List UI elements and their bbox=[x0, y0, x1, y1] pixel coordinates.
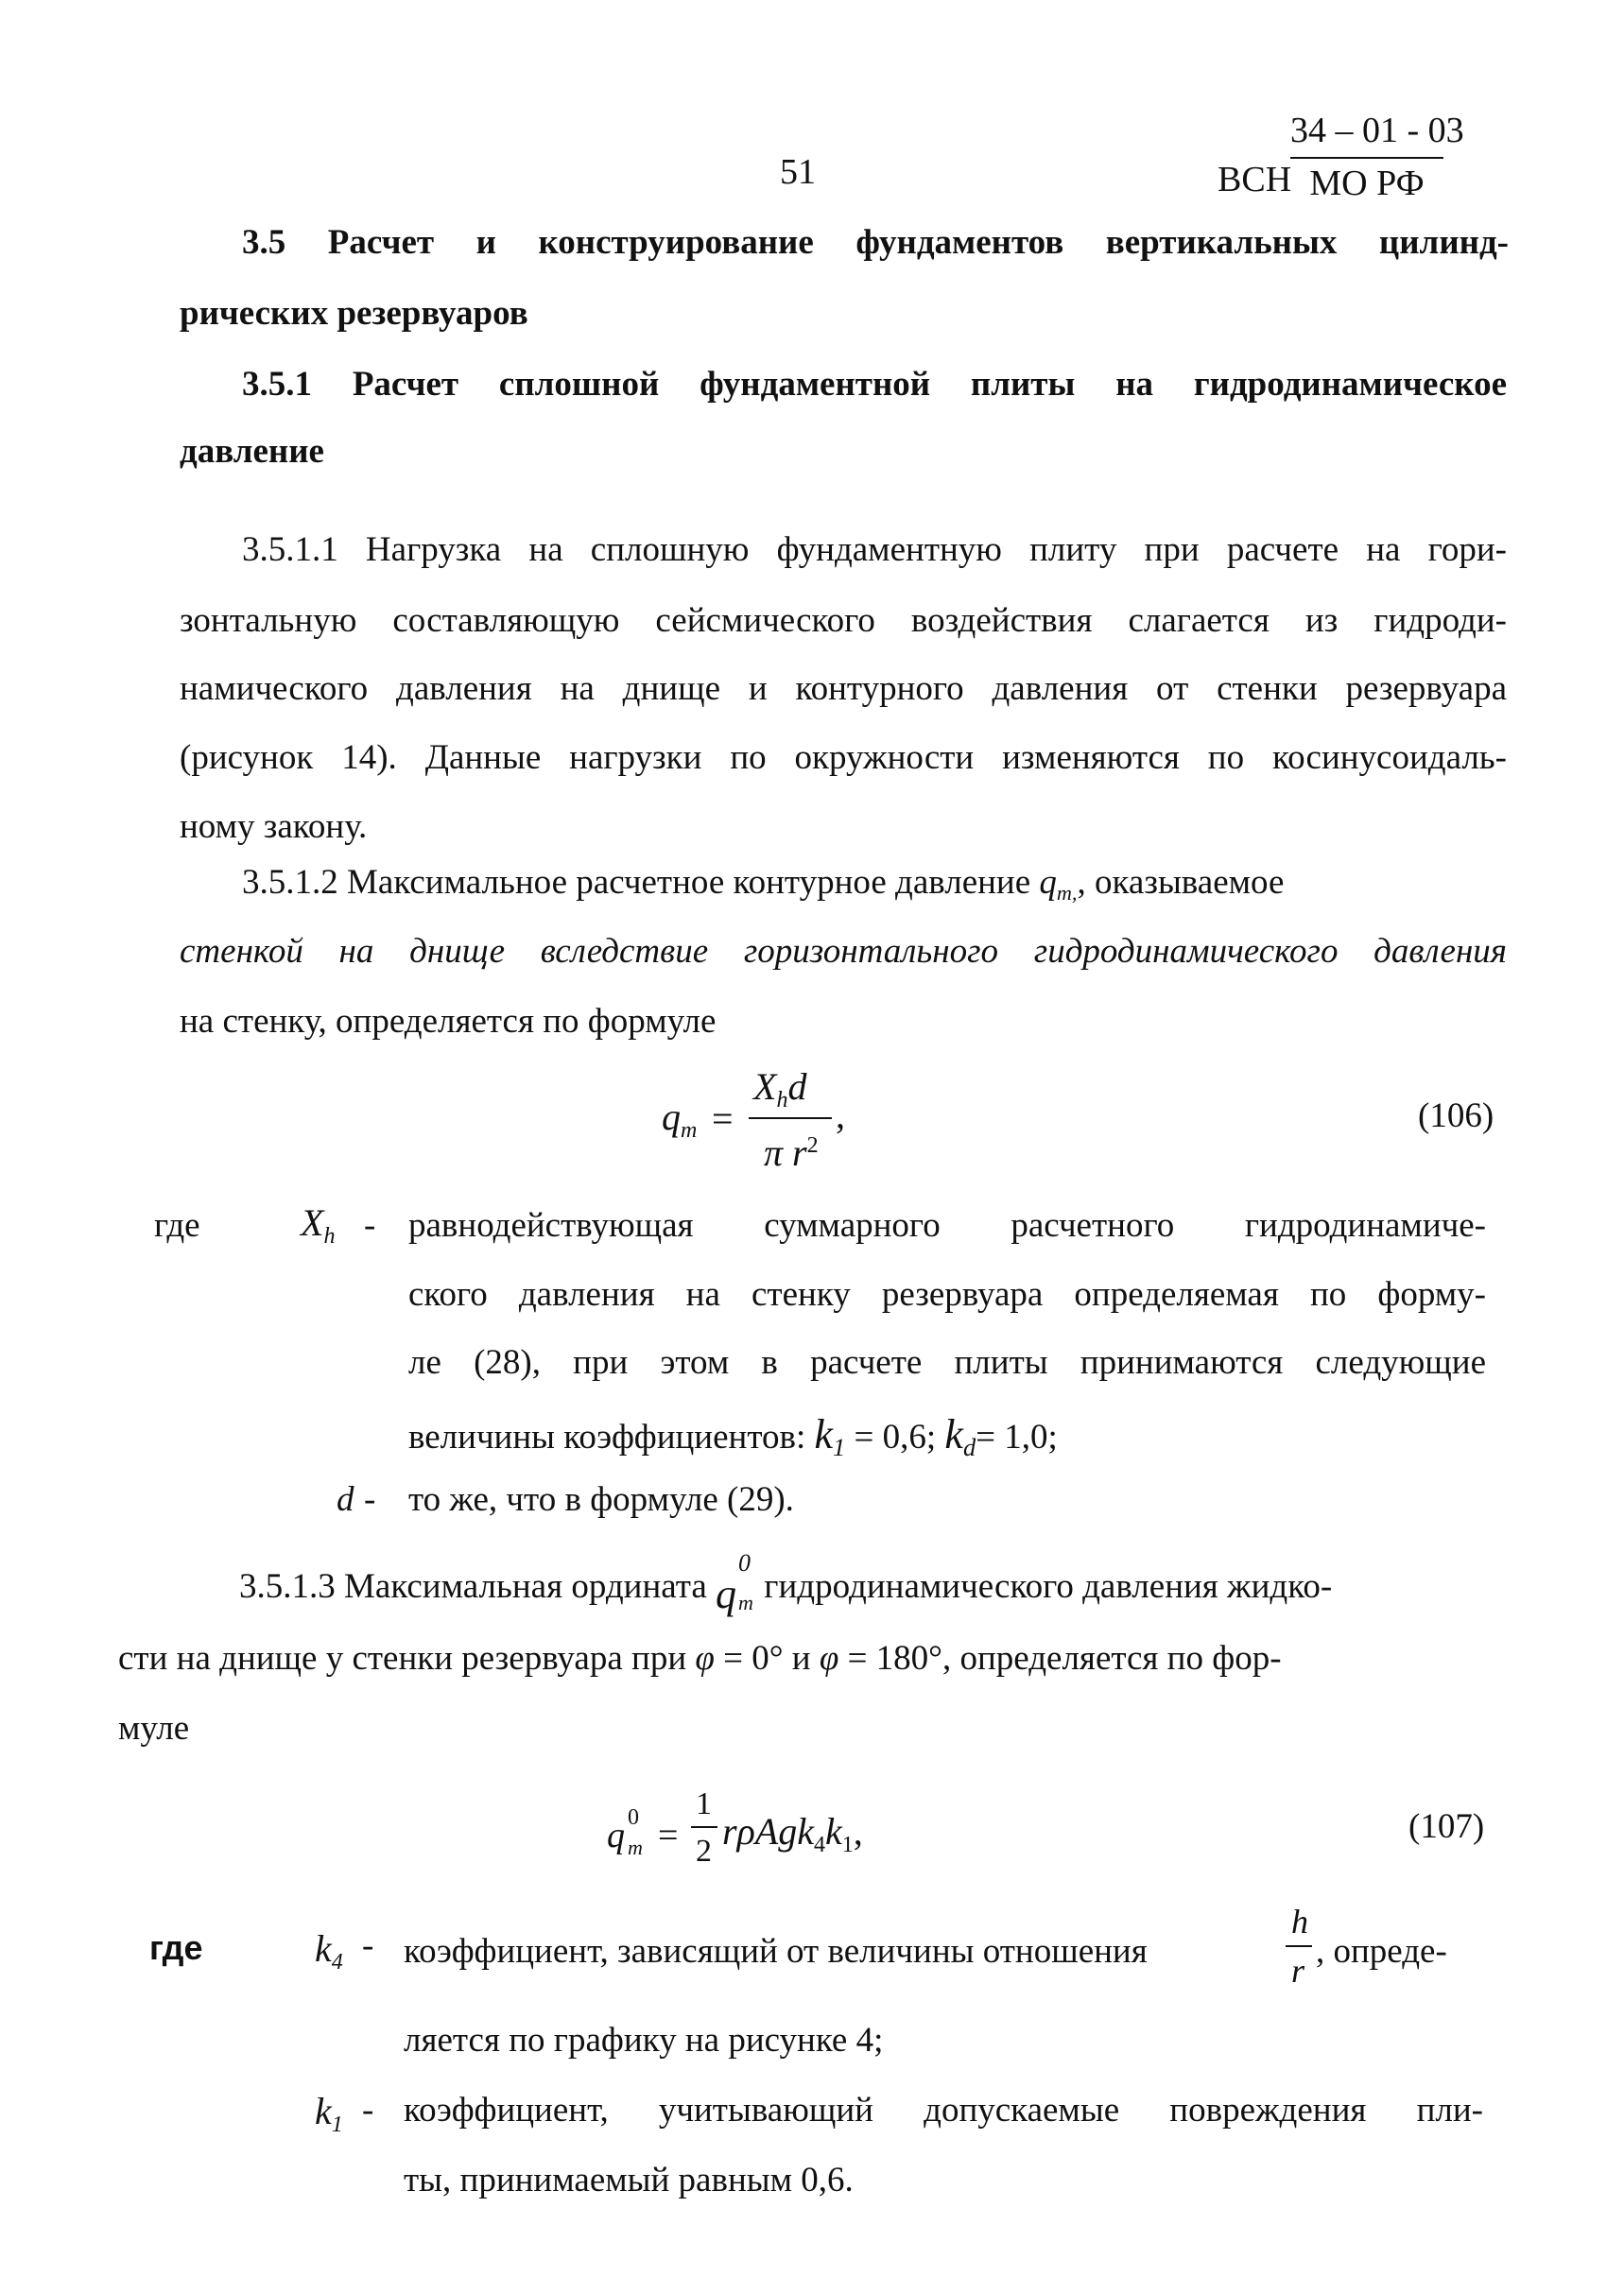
xh-description-line: ле (28), при этом в расчете плиты принимаются следующие bbox=[408, 1343, 1486, 1382]
coefficient-values-line: величины коэффициентов: k1 = 0,6; kd= 1,0; bbox=[408, 1411, 1058, 1462]
doc-code-prefix: ВСН bbox=[1218, 160, 1292, 199]
formula-106-number: (106) bbox=[1418, 1096, 1494, 1135]
k4-dash: - bbox=[362, 1926, 374, 1965]
formula-106-denominator: π $r^2$ bbox=[764, 1131, 819, 1174]
formula-106-numerator: Xhd bbox=[753, 1065, 807, 1113]
xh-symbol: Xh bbox=[301, 1201, 336, 1249]
paragraph-3513-line2: сти на днище у стенки резервуара при φ = 0° и φ = 180°, определяется по фор- bbox=[118, 1639, 1282, 1678]
paragraph-3511-line: (рисунок 14). Данные нагрузки по окружности изменяются по косинусоидаль- bbox=[180, 738, 1507, 777]
k1-symbol-107: k1 bbox=[315, 2090, 343, 2137]
k1-dash: - bbox=[362, 2091, 374, 2130]
paragraph-3512-line3: на стенку, определяется по формуле bbox=[180, 1002, 717, 1041]
section-heading-line2: рических резервуаров bbox=[180, 294, 528, 333]
ratio-denominator: r bbox=[1291, 1952, 1305, 1990]
where-label-107: где bbox=[149, 1928, 203, 1967]
d-dash: - bbox=[364, 1480, 376, 1519]
formula-107-lhs: q 0 m bbox=[607, 1805, 643, 1859]
formula-107-rhs: rρAgk4k1, bbox=[722, 1810, 863, 1857]
xh-description-line: равнодействующая суммарного расчетного гидродинамиче- bbox=[408, 1206, 1486, 1245]
k4-description-line1: коэффициент, зависящий от величины отношения bbox=[404, 1932, 1148, 1971]
formula-107-number: (107) bbox=[1408, 1807, 1485, 1846]
paragraph-3511-line: 3.5.1.1 Нагрузка на сплошную фундаментную плиту при расчете на гори- bbox=[242, 530, 1507, 569]
paragraph-3512-text: 3.5.1.2 Максимальное расчетное контурное давление bbox=[242, 863, 1031, 902]
q0m-symbol: q 0 m bbox=[716, 1549, 753, 1617]
xh-dash: - bbox=[364, 1206, 376, 1245]
page-number: 51 bbox=[780, 152, 816, 192]
k1-description-line2: ты, принимаемый равным 0,6. bbox=[404, 2161, 854, 2199]
paragraph-3511-line: намического давления на днище и контурного давления от стенки резервуара bbox=[180, 669, 1507, 708]
phi-symbol: φ bbox=[819, 1639, 839, 1678]
formula-106-comma: , bbox=[836, 1094, 845, 1136]
paragraph-3512-tail: , оказываемое bbox=[1077, 863, 1285, 902]
doc-code-denominator: МО РФ bbox=[1309, 164, 1425, 203]
formula-106-lhs: qm bbox=[662, 1095, 698, 1143]
ratio-numerator: h bbox=[1291, 1903, 1308, 1940]
paragraph-3512-line2: стенкой на днище вследствие горизонтального гидродинамического давления bbox=[180, 932, 1507, 971]
subsection-heading-line2: давление bbox=[180, 432, 324, 471]
paragraph-3512-line1 bbox=[242, 863, 1285, 906]
formula-106-fraction-bar bbox=[749, 1117, 832, 1119]
k1-symbol: k1 bbox=[814, 1411, 846, 1462]
formula-107-equals: = bbox=[658, 1816, 679, 1855]
paragraph-3513-line3: муле bbox=[118, 1709, 190, 1748]
phi-symbol: φ bbox=[695, 1639, 715, 1678]
section-heading-line1: 3.5 Расчет и конструирование фундаментов вертикальных цилинд- bbox=[242, 223, 1509, 262]
doc-code-numerator: 34 – 01 - 03 bbox=[1290, 111, 1464, 150]
doc-code-fraction-bar bbox=[1290, 157, 1443, 159]
paragraph-3513-line1: 3.5.1.3 Максимальная ордината q 0 m гидродинамического давления жидко- bbox=[239, 1549, 1333, 1617]
paragraph-3511-line: ному закону. bbox=[180, 807, 368, 846]
d-symbol: d bbox=[337, 1480, 354, 1519]
k4-symbol: k4 bbox=[315, 1927, 343, 1975]
qm-variable: qm, bbox=[1039, 863, 1078, 906]
ratio-fraction-bar bbox=[1286, 1945, 1312, 1947]
formula-107-fraction-denominator: 2 bbox=[696, 1834, 712, 1869]
k1-description-line1: коэффициент, учитывающий допускаемые повреждения пли- bbox=[404, 2091, 1483, 2130]
kd-symbol: kd bbox=[944, 1411, 976, 1462]
paragraph-3511-line: зонтальную составляющую сейсмического воздействия слагается из гидроди- bbox=[180, 601, 1507, 640]
where-label: где bbox=[154, 1206, 200, 1245]
formula-107-fraction-bar bbox=[691, 1826, 717, 1828]
formula-106-equals: = bbox=[712, 1097, 734, 1140]
k4-description-tail: , опреде- bbox=[1316, 1932, 1447, 1971]
k4-description-line2: ляется по графику на рисунке 4; bbox=[404, 2021, 884, 2060]
subsection-heading-line1: 3.5.1 Расчет сплошной фундаментной плиты на гидродинамическое bbox=[242, 365, 1507, 404]
xh-description-line: ского давления на стенку резервуара определяемая по форму- bbox=[408, 1275, 1486, 1314]
d-description: то же, что в формуле (29). bbox=[408, 1480, 794, 1519]
formula-107-fraction-numerator: 1 bbox=[696, 1786, 712, 1821]
